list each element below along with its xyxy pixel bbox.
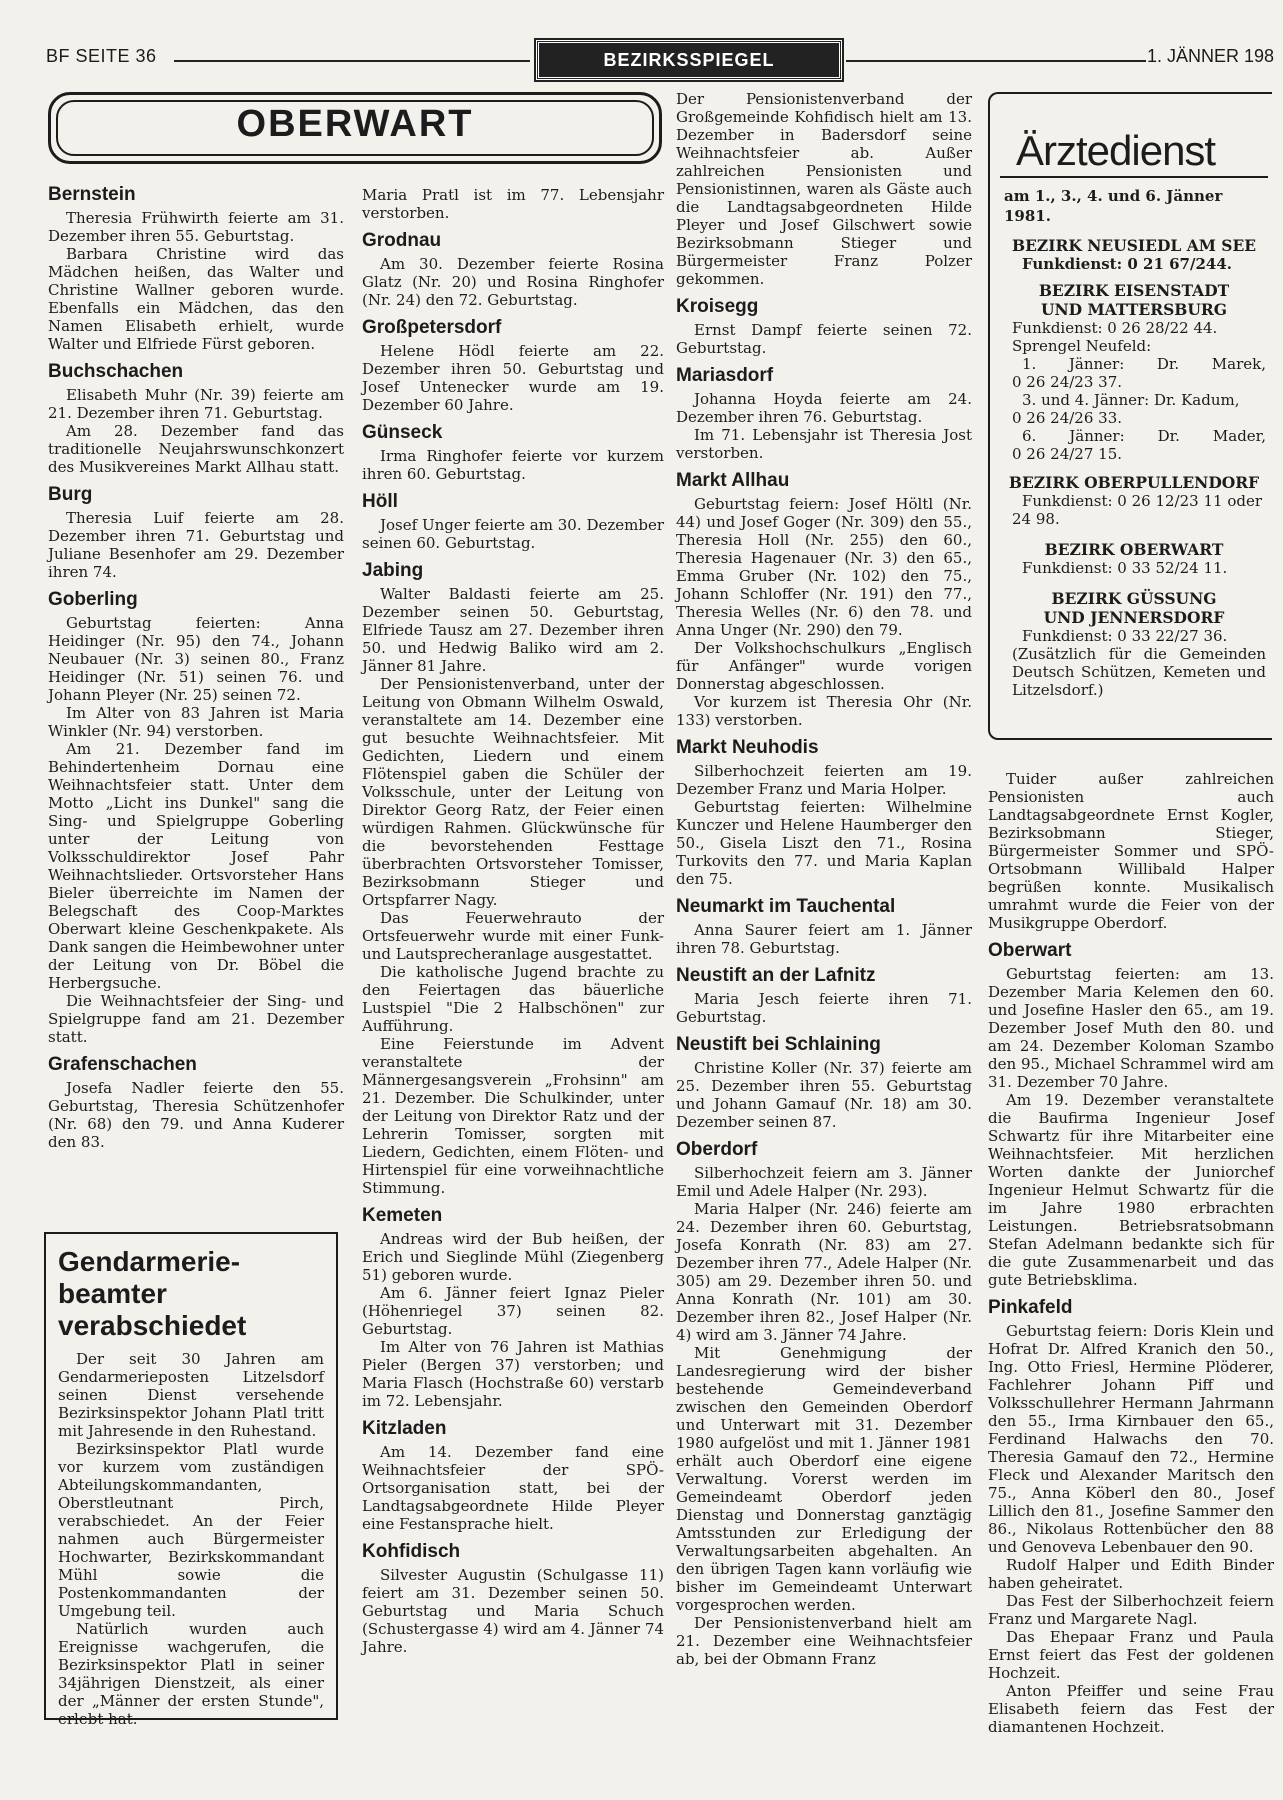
news-paragraph: Maria Jesch feierte ihren 71. Geburtstag. bbox=[676, 990, 972, 1026]
column-4 bbox=[988, 770, 1274, 1736]
news-paragraph: Die katholische Jugend brachte zu den Feiertagen das bäuerliche Lustspiel "Die 2 Halbschönen" zur Aufführung. bbox=[362, 963, 664, 1035]
box-headline: Gendarmerie-beamter verabschiedet bbox=[58, 1246, 247, 1341]
news-paragraph: Theresia Luif feierte am 28. Dezember ihren 71. Geburtstag und Juliane Besenhofer am 29. Dezember ihren 74. bbox=[48, 509, 344, 581]
page-number: BF SEITE 36 bbox=[46, 46, 157, 66]
locality-heading: Kitzladen bbox=[362, 1418, 447, 1439]
box-paragraph: Der seit 30 Jahren am Gendarmerieposten Litzelsdorf seinen Dienst versehende Bezirksinspektor Johann Platl tritt mit Jahresende in den Ruhestand. bbox=[58, 1350, 324, 1440]
radio-service: Funkdienst: 0 33 52/24 11. bbox=[1022, 559, 1228, 577]
district-heading: BEZIRK GÜSSUNG bbox=[1051, 589, 1217, 608]
sprengel: Sprengel Neufeld: bbox=[1012, 337, 1152, 355]
news-paragraph: Am 28. Dezember fand das traditionelle Neujahrswunschkonzert des Musikvereines Markt Allhau statt. bbox=[48, 422, 344, 476]
locality-heading: Kroisegg bbox=[676, 296, 759, 317]
news-paragraph: Silberhochzeit feiern am 3. Jänner Emil und Adele Halper (Nr. 293). bbox=[676, 1164, 972, 1200]
news-paragraph: Mit Genehmigung der Landesregierung wird der bisher bestehende Gemeindeverband zwischen den Gemeinden Oberdorf und Unterwart mit 31. Dezember 1980 aufgelöst und mit 1. Jänner 1981 erhält auch Oberdorf eine eigene Verwaltung. Vorerst werden im Gemeindeamt Oberdorf jeden Dienstag und Donnerstag ganztägig Amtsstunden zur Erledigung der Verwaltungsarbeiten abgehalten. An den übrigen Tagen kann vorläufig wie bisher im Gemeindeamt Unterwart vorgesprochen werden. bbox=[676, 1344, 972, 1614]
news-paragraph: Ernst Dampf feierte seinen 72. Geburtstag. bbox=[676, 321, 972, 357]
news-paragraph: Rudolf Halper und Edith Binder haben geheiratet. bbox=[988, 1556, 1274, 1592]
locality-heading: Burg bbox=[48, 484, 93, 505]
column-3 bbox=[676, 90, 972, 1668]
locality-heading: Markt Allhau bbox=[676, 470, 790, 491]
district-heading: BEZIRK NEUSIEDL AM SEE bbox=[1012, 236, 1257, 255]
news-paragraph: Geburtstag feiern: Doris Klein und Hofrat Dr. Alfred Kranich den 50., Ing. Otto Friesl, Hermine Plöderer, Fachlehrer Johann Piff und Volksschullehrer Hermann Jahrmann den 55., Irma Kirnbauer den 65., Ferdinand Halwachs den 70. Theresia Gamauf den 72., Hermine Fleck und Alexander Maritsch den 75., Anna Köberl den 80., Josef Lillich den 81., Josefine Sammer den 86., Nikolaus Rottenbücher den 88 und Genoveva Lebenbauer den 90. bbox=[988, 1322, 1274, 1556]
locality-heading: Kemeten bbox=[362, 1205, 443, 1226]
locality-heading: Oberwart bbox=[988, 940, 1072, 961]
locality-heading: Neustift bei Schlaining bbox=[676, 1034, 881, 1055]
radio-service-cont: 24 98. bbox=[1012, 510, 1060, 528]
column-1 bbox=[48, 184, 344, 1151]
doctor-row: 6. Jänner: Dr. Mader, bbox=[1022, 427, 1266, 445]
page-header bbox=[46, 38, 1274, 86]
locality-heading: Goberling bbox=[48, 589, 138, 610]
news-paragraph: Helene Hödl feierte am 22. Dezember ihren 50. Geburtstag und Josef Untenecker wurde am 19. Dezember 60 Jahre. bbox=[362, 342, 664, 414]
news-paragraph: Der Volkshochschulkurs „Englisch für Anfänger" wurde vorigen Donnerstag abgeschlossen. bbox=[676, 639, 972, 693]
radio-service: Funkdienst: 0 26 12/23 11 oder bbox=[1022, 492, 1262, 510]
locality-heading: Buchschachen bbox=[48, 361, 184, 382]
radio-service: Funkdienst: 0 33 22/27 36. bbox=[1022, 627, 1228, 645]
news-paragraph: Am 21. Dezember fand im Behindertenheim Dornau eine Weihnachtsfeier statt. Unter dem Motto „Licht ins Dunkel" sang die Sing- und Spielgruppe Goberling unter der Leitung von Volksschuldirektor Josef Pahr Weihnachtslieder. Ortsvorsteher Hans Bieler überreichte im Namen der Belegschaft des Coop-Marktes Oberwart kleine Geschenkpakete. Als Dank sangen die Heimbewohner unter der Leitung von Dr. Böbel die Herbergsuche. bbox=[48, 740, 344, 992]
doctor-row: 3. und 4. Jänner: Dr. Kadum, bbox=[1022, 391, 1240, 409]
district-heading: UND JENNERSDORF bbox=[1043, 608, 1225, 627]
news-paragraph: Am 14. Dezember fand eine Weihnachtsfeier der SPÖ-Ortsorganisation statt, bei der Landtagsabgeordnete Hilde Pleyer eine Festansprache hielt. bbox=[362, 1443, 664, 1533]
news-paragraph: Maria Halper (Nr. 246) feierte am 24. Dezember ihren 60. Geburtstag, Josefa Konrath (Nr. 83) am 27. Dezember ihren 77., Adele Halper (Nr. 305) am 29. Dezember ihren 50. und Anna Konrath (Nr. 101) am 30. Dezember ihren 82., Josef Halper (Nr. 4) wird am 3. Jänner 74 Jahre. bbox=[676, 1200, 972, 1344]
locality-heading: Günseck bbox=[362, 422, 443, 443]
news-paragraph: Theresia Frühwirth feierte am 31. Dezember ihren 55. Geburtstag. bbox=[48, 209, 344, 245]
section-label: BEZIRKSSPIEGEL bbox=[536, 40, 842, 80]
locality-heading: Grodnau bbox=[362, 230, 442, 251]
news-paragraph: Irma Ringhofer feierte vor kurzem ihren 60. Geburtstag. bbox=[362, 447, 664, 483]
news-paragraph: Anna Saurer feiert am 1. Jänner ihren 78. Geburtstag. bbox=[676, 921, 972, 957]
news-paragraph: Am 6. Jänner feiert Ignaz Pieler (Höhenriegel 37) seinen 82. Geburtstag. bbox=[362, 1284, 664, 1338]
locality-heading: Neustift an der Lafnitz bbox=[676, 965, 876, 986]
locality-heading: Jabing bbox=[362, 560, 424, 581]
news-paragraph: Anton Pfeiffer und seine Frau Elisabeth feiern das Fest der diamantenen Hochzeit. bbox=[988, 1682, 1274, 1736]
district-heading: BEZIRK OBERPULLENDORF bbox=[1008, 473, 1260, 492]
gendarmerie-box bbox=[44, 1232, 338, 1728]
news-paragraph: Geburtstag feierten: am 13. Dezember Maria Kelemen den 60. und Josefine Hasler den 65., am 19. Dezember Josef Muth den 80. und am 24. Dezember Koloman Szambo den 95., Michael Schrammel wird am 31. Dezember 70 Jahre. bbox=[988, 965, 1274, 1091]
news-paragraph: Geburtstag feierten: Wilhelmine Kunczer und Helene Haumberger den 50., Gisela Liszt den 71., Rosina Turkovits den 77. und Maria Kaplan den 75. bbox=[676, 798, 972, 888]
locality-heading: Oberdorf bbox=[676, 1139, 758, 1160]
locality-heading: Kohfidisch bbox=[362, 1541, 461, 1562]
news-paragraph: Walter Baldasti feierte am 25. Dezember seinen 50. Geburtstag, Elfriede Tausz am 27. Dezember ihren 50. und Hedwig Baliko wird am 2. Jänner 81 Jahre. bbox=[362, 585, 664, 675]
news-paragraph: Der Pensionistenverband, unter der Leitung von Obmann Wilhelm Oswald, veranstaltete am 14. Dezember eine gut besuchte Weihnachtsfeier. Mit Gedichten, Liedern und einem Flötenspiel gaben die Schüler der Volksschule, unter der Leitung von Direktor Georg Ratz, der Feier einen würdigen Rahmen. Glückwünsche für die bevorstehenden Festtage überbrachten Ortsvorsteher Tomisser, Bezirksobmann Stieger und Ortspfarrer Nagy. bbox=[362, 675, 664, 909]
news-paragraph: Tuider außer zahlreichen Pensionisten auch Landtagsabgeordnete Ernst Kogler, Bezirksobmann Stieger, Bürgermeister Sommer und SPÖ-Ortsobmann Willibald Halper begrüßen konnte. Musikalisch umrahmt wurde die Feier von der Musikgruppe Oberdorf. bbox=[988, 770, 1274, 932]
news-paragraph: Elisabeth Muhr (Nr. 39) feierte am 21. Dezember ihren 71. Geburtstag. bbox=[48, 386, 344, 422]
news-paragraph: Barbara Christine wird das Mädchen heißen, das Walter und Christine Wallner geboren wurde. Ebenfalls ein Mädchen, das den Namen Elisabeth erhielt, wurde Walter und Elfriede Fürst geboren. bbox=[48, 245, 344, 353]
locality-heading: Höll bbox=[362, 491, 398, 512]
aerztedienst-box bbox=[988, 92, 1272, 740]
header-rule-left bbox=[174, 60, 530, 62]
service-note: (Zusätzlich für die Gemeinden Deutsch Schützen, Kemeten und Litzelsdorf.) bbox=[1012, 645, 1266, 699]
news-paragraph: Am 30. Dezember feierte Rosina Glatz (Nr. 20) und Rosina Ringhofer (Nr. 24) den 72. Geburtstag. bbox=[362, 255, 664, 309]
news-paragraph: Das Feuerwehrauto der Ortsfeuerwehr wurde mit einer Funk- und Lautsprecheranlage ausgestattet. bbox=[362, 909, 664, 963]
news-paragraph: Im Alter von 76 Jahren ist Mathias Pieler (Bergen 37) verstorben; und Maria Flasch (Hochstraße 60) verstarb im 72. Lebensjahr. bbox=[362, 1338, 664, 1410]
header-rule-right bbox=[846, 60, 1146, 62]
locality-heading: Mariasdorf bbox=[676, 365, 774, 386]
news-paragraph: Silvester Augustin (Schulgasse 11) feiert am 31. Dezember seinen 50. Geburtstag und Maria Schuch (Schustergasse 4) wird am 4. Jänner 74 Jahre. bbox=[362, 1566, 664, 1656]
locality-heading: Grafenschachen bbox=[48, 1054, 197, 1075]
doctor-phone: 0 26 24/26 33. bbox=[1012, 409, 1123, 427]
radio-service: Funkdienst: 0 21 67/244. bbox=[1022, 255, 1232, 273]
news-paragraph: Christine Koller (Nr. 37) feierte am 25. Dezember ihren 55. Geburtstag und Johann Gamauf (Nr. 18) am 30. Dezember seinen 87. bbox=[676, 1059, 972, 1131]
news-paragraph: Der Pensionistenverband hielt am 21. Dezember eine Weihnachtsfeier ab, bei der Obmann Franz bbox=[676, 1614, 972, 1668]
locality-heading: Pinkafeld bbox=[988, 1297, 1073, 1318]
news-paragraph: Der Pensionistenverband der Großgemeinde Kohfidisch hielt am 13. Dezember in Badersdorf seine Weihnachtsfeier ab. Außer zahlreichen Pensionisten und Pensionistinnen, waren als Gäste auch die Landtagsabgeordneten Hilde Pleyer und Josef Gilschwert sowie Bezirksobmann Stieger und Bürgermeister Franz Polzer gekommen. bbox=[676, 90, 972, 288]
news-paragraph: Silberhochzeit feierten am 19. Dezember Franz und Maria Holper. bbox=[676, 762, 972, 798]
locality-heading: Neumarkt im Tauchental bbox=[676, 896, 896, 917]
news-paragraph: Geburtstag feierten: Anna Heidinger (Nr. 95) den 74., Johann Neubauer (Nr. 3) seinen 80., Franz Heidinger (Nr. 51) seinen 76. und Johann Pleyer (Nr. 25) seinen 72. bbox=[48, 614, 344, 704]
doctor-row: 1. Jänner: Dr. Marek, bbox=[1022, 355, 1266, 373]
news-paragraph: Johanna Hoyda feierte am 24. Dezember ihren 76. Geburtstag. bbox=[676, 390, 972, 426]
box-paragraph: Natürlich wurden auch Ereignisse wachgerufen, die Bezirksinspektor Platl in seiner 34jährigen Dienstzeit, als einer der „Männer der ersten Stunde", erlebt hat. bbox=[58, 1620, 324, 1728]
news-paragraph: Am 19. Dezember veranstaltete die Baufirma Ingenieur Josef Schwartz für ihre Mitarbeiter eine Weihnachtsfeier. Mit herzlichen Worten dankte der Juniorchef Ingenieur Helmut Schwartz für die im Jahre 1980 erbrachten Leistungen. Betriebsratsobmann Stefan Adelmann bedankte sich für die gute Zusammenarbeit und das gute Betriebsklima. bbox=[988, 1091, 1274, 1289]
news-paragraph: Josefa Nadler feierte den 55. Geburtstag, Theresia Schützenhofer (Nr. 68) den 79. und Anna Kuderer den 83. bbox=[48, 1079, 344, 1151]
locality-heading: Großpetersdorf bbox=[362, 317, 502, 338]
district-heading: BEZIRK EISENSTADT bbox=[1038, 281, 1230, 300]
locality-heading: Bernstein bbox=[48, 184, 136, 205]
section-title-box bbox=[48, 92, 662, 164]
news-paragraph: Andreas wird der Bub heißen, der Erich und Sieglinde Mühl (Ziegenberg 51) geboren wurde. bbox=[362, 1230, 664, 1284]
section-title: OBERWART bbox=[236, 103, 474, 145]
district-heading: BEZIRK OBERWART bbox=[1044, 540, 1224, 559]
news-paragraph: Die Weihnachtsfeier der Sing- und Spielgruppe fand am 21. Dezember statt. bbox=[48, 992, 344, 1046]
doctor-phone: 0 26 24/27 15. bbox=[1012, 445, 1123, 463]
news-paragraph: Im 71. Lebensjahr ist Theresia Jost verstorben. bbox=[676, 426, 972, 462]
district-heading: UND MATTERSBURG bbox=[1041, 300, 1227, 319]
locality-heading: Markt Neuhodis bbox=[676, 737, 819, 758]
aerztedienst-dates: am 1., 3., 4. und 6. Jänner 1981. bbox=[1004, 187, 1223, 225]
box-paragraph: Bezirksinspektor Platl wurde vor kurzem vom zuständigen Abteilungskommandanten, Oberstleutnant Pirch, verabschiedet. An der Feier nahmen auch Bürgermeister Hochwarter, Bezirkskommandant Mühl sowie die Postenkommandanten der Umgebung teil. bbox=[58, 1440, 324, 1620]
doctor-phone: 0 26 24/23 37. bbox=[1012, 373, 1123, 391]
column-2 bbox=[362, 186, 664, 1656]
news-paragraph: Das Fest der Silberhochzeit feiern Franz und Margarete Nagl. bbox=[988, 1592, 1274, 1628]
news-paragraph: Josef Unger feierte am 30. Dezember seinen 60. Geburtstag. bbox=[362, 516, 664, 552]
news-paragraph: Eine Feierstunde im Advent veranstaltete der Männergesangsverein „Frohsinn" am 21. Dezember. Die Schulkinder, unter der Leitung von Direktor Ratz und der Lehrerin Tomisser, sorgten mit Liedern, Gedichten, einem Flöten- und Hirtenspiel für eine vorweihnachtliche Stimmung. bbox=[362, 1035, 664, 1197]
news-paragraph: Im Alter von 83 Jahren ist Maria Winkler (Nr. 94) verstorben. bbox=[48, 704, 344, 740]
news-paragraph: Vor kurzem ist Theresia Ohr (Nr. 133) verstorben. bbox=[676, 693, 972, 729]
issue-date: 1. JÄNNER 198 bbox=[1146, 46, 1274, 66]
news-paragraph: Das Ehepaar Franz und Paula Ernst feiert das Fest der goldenen Hochzeit. bbox=[988, 1628, 1274, 1682]
news-paragraph: Geburtstag feiern: Josef Höltl (Nr. 44) und Josef Goger (Nr. 309) den 55., Theresia Holl (Nr. 255) den 60., Theresia Hagenauer (Nr. 3) den 65., Emma Gruber (Nr. 102) den 75., Johann Schloffer (Nr. 191) den 77., Theresia Welles (Nr. 6) den 78. und Anna Unger (Nr. 290) den 79. bbox=[676, 495, 972, 639]
aerztedienst-title: Ärztedienst bbox=[1000, 126, 1268, 178]
news-paragraph: Maria Pratl ist im 77. Lebensjahr verstorben. bbox=[362, 186, 664, 222]
radio-service: Funkdienst: 0 26 28/22 44. bbox=[1012, 319, 1218, 337]
